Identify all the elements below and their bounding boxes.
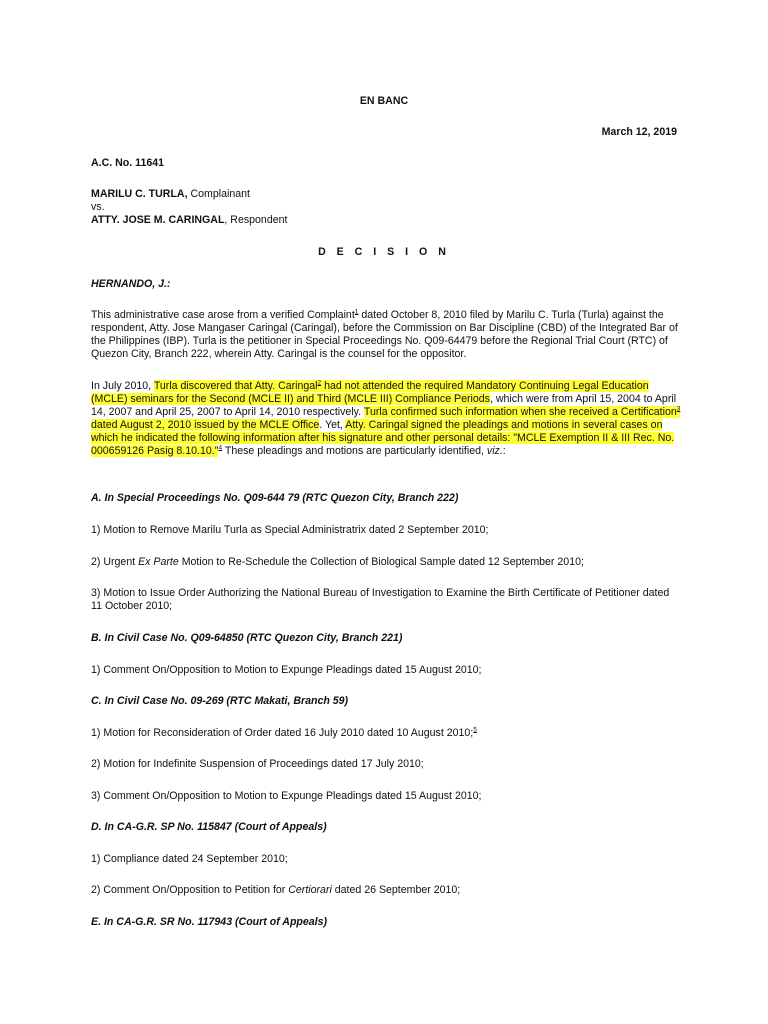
highlight-3: Atty. Caringal signed the pleadings and motions in several cases on which he indicated the following information after his signature and other personal details: "MCLE Exemption II & III Rec. No. 000659126 Pasig 8.10.10." — [91, 419, 675, 457]
section-a-item-3: 3) Motion to Issue Order Authorizing the National Bureau of Investigation to Examine the Birth Certificate of Petitioner dated 11 October 2010; — [91, 587, 670, 612]
highlight-1-text-b: had not attended the required Mandatory Continuing Legal Education (MCLE) seminars for the Second (MCLE II) and Third (MCLE III) Compliance Periods — [91, 380, 649, 405]
respondent-line — [91, 214, 681, 227]
highlight-2-text-b: dated August 2, 2010 issued by the MCLE Office — [91, 419, 320, 431]
versus: vs. — [91, 201, 105, 213]
section-d-item-2 — [91, 884, 681, 897]
section-c-heading: C. In Civil Case No. 09-269 (RTC Makati, Branch 59) — [91, 695, 349, 707]
paragraph-1 — [91, 309, 681, 361]
footnote-3-link[interactable]: 3 — [676, 405, 681, 413]
highlight-2-text-a: Turla confirmed such information when she received a Certification — [363, 406, 677, 418]
section-d-item-1: 1) Compliance dated 24 September 2010; — [91, 853, 288, 865]
footnote-2-link[interactable]: 2 — [317, 379, 322, 387]
para2-viz: viz. — [486, 445, 503, 457]
footnote-4-link[interactable]: 4 — [218, 444, 223, 452]
section-c-item-3: 3) Comment On/Opposition to Motion to Expunge Pleadings dated 15 August 2010; — [91, 790, 482, 802]
section-d-heading: D. In CA-G.R. SP No. 115847 (Court of Appeals) — [91, 821, 327, 833]
respondent-name: ATTY. JOSE M. CARINGAL — [91, 214, 225, 226]
section-c-item-1-text: 1) Motion for Reconsideration of Order dated 16 July 2010 dated 10 August 2010; — [91, 727, 474, 739]
section-a-heading: A. In Special Proceedings No. Q09-644 79 (RTC Quezon City, Branch 222) — [91, 492, 459, 504]
para2-text-c: . Yet, — [319, 419, 346, 431]
section-a-item-2-post: Motion to Re-Schedule the Collection of Biological Sample dated 12 September 2010; — [178, 556, 584, 568]
court-division: EN BANC — [359, 95, 409, 107]
highlight-1-text-a: Turla discovered that Atty. Caringal — [153, 380, 318, 392]
respondent-role: , Respondent — [224, 214, 288, 226]
section-a-item-2 — [91, 556, 681, 569]
section-c-item-2: 2) Motion for Indefinite Suspension of Proceedings dated 17 July 2010; — [91, 758, 424, 770]
section-a-item-2-italic: Ex Parte — [138, 556, 179, 568]
section-d-item-2-pre: 2) Comment On/Opposition to Petition for — [91, 884, 289, 896]
para2-text-a: In July 2010, — [91, 380, 154, 392]
ponente: HERNANDO, J.: — [91, 278, 171, 290]
section-b-heading: B. In Civil Case No. Q09-64850 (RTC Quezon City, Branch 221) — [91, 632, 403, 644]
para2-text-e: : — [502, 445, 506, 457]
footnote-5-link[interactable]: 5 — [473, 726, 477, 734]
section-a-item-1: 1) Motion to Remove Marilu Turla as Special Administratrix dated 2 September 2010; — [91, 524, 489, 536]
complainant-name: MARILU C. TURLA, — [91, 188, 188, 200]
complainant-role: Complainant — [187, 188, 250, 200]
section-d-item-2-post: dated 26 September 2010; — [331, 884, 461, 896]
paragraph-2 — [91, 380, 681, 458]
para2-text-b: , which were from April 15, 2004 to April 14, 2007 and April 25, 2007 to April 14, 2010 respectively. — [91, 393, 677, 418]
section-c-item-1 — [91, 727, 681, 740]
case-number: A.C. No. 11641 — [91, 157, 165, 169]
section-b-item-1: 1) Comment On/Opposition to Motion to Expunge Pleadings dated 15 August 2010; — [91, 664, 482, 676]
section-e-heading: E. In CA-G.R. SR No. 117943 (Court of Appeals) — [91, 916, 328, 928]
section-d-item-2-italic: Certiorari — [288, 884, 332, 896]
footnote-1-link[interactable]: 1 — [354, 308, 359, 316]
decision-date: March 12, 2019 — [601, 126, 677, 138]
para2-text-d: These pleadings and motions are particularly identified, — [222, 445, 487, 457]
decision-title: D E C I S I O N — [318, 246, 450, 258]
para1-text-a: This administrative case arose from a verified Complaint — [91, 309, 355, 321]
section-a-item-2-pre: 2) Urgent — [91, 556, 139, 568]
para1-text-b: dated October 8, 2010 filed by Marilu C. Turla (Turla) against the respondent, Atty. Jose Mangaser Caringal (Caringal), before the Commission on Bar Discipline (CBD) of the Integrated Bar of the Philippines (IBP). Turla is the petitioner in Special Proceedings No. Q09-64479 before the Regional Trial Court (RTC) of Quezon City, Branch 222, wherein Atty. Caringal is the counsel for the oppositor. — [91, 309, 678, 360]
complainant-line — [91, 188, 681, 201]
